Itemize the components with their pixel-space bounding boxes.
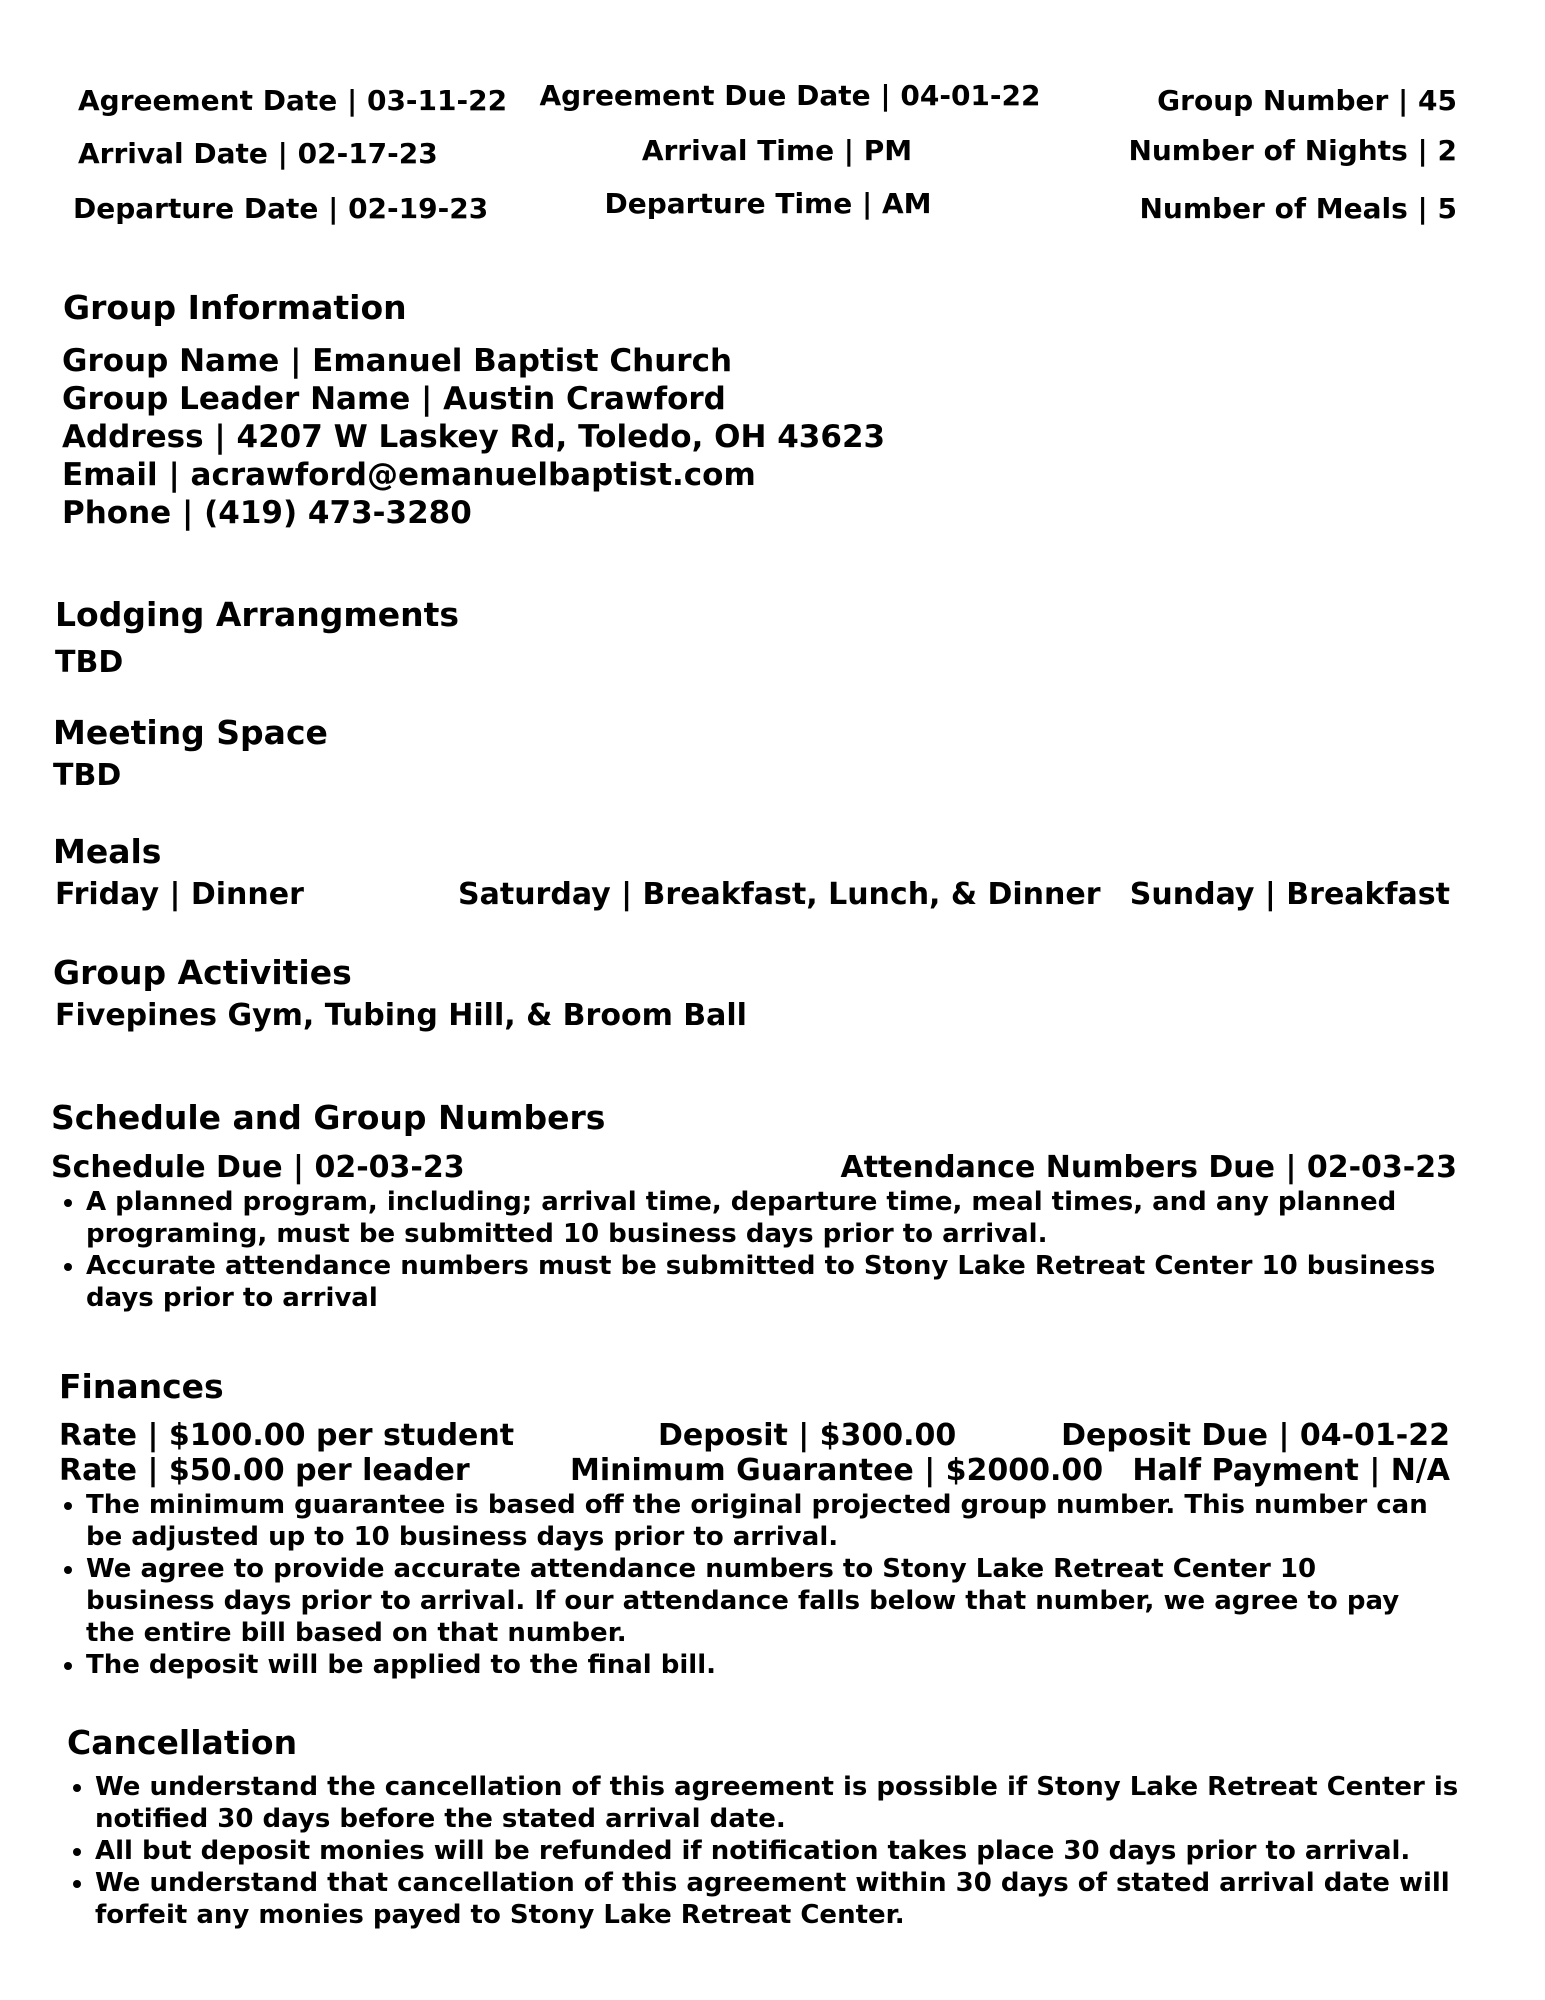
- activities-heading: Group Activities: [53, 953, 352, 992]
- list-item: • We agree to provide accurate attendance numbers to Stony Lake Retreat Center 10 business days prior to arrival. If our attendance falls below that number, we agree to pay the entire bill based on that number.: [86, 1553, 1446, 1649]
- number-of-meals: Number of Meals | 5: [1139, 192, 1457, 225]
- schedule-heading: Schedule and Group Numbers: [51, 1098, 606, 1137]
- arrival-date: Arrival Date | 02-17-23: [78, 137, 438, 170]
- deposit-due: Deposit Due | 04-01-22: [1061, 1418, 1450, 1453]
- meeting-space-heading: Meeting Space: [53, 713, 328, 752]
- meals-friday: Friday | Dinner: [55, 877, 304, 912]
- list-item: • We understand the cancellation of this agreement is possible if Stony Lake Retreat Center is notified 30 days before the stated arrival date.: [95, 1771, 1495, 1835]
- meals-saturday: Saturday | Breakfast, Lunch, & Dinner: [458, 877, 1101, 912]
- cancellation-bullets: [61, 1771, 1495, 1931]
- list-item: • We understand that cancellation of this agreement within 30 days of stated arrival date will forfeit any monies payed to Stony Lake Retreat Center.: [95, 1867, 1495, 1931]
- group-phone: Phone | (419) 473-3280: [62, 495, 472, 531]
- schedule-bullets: [52, 1186, 1491, 1314]
- departure-date: Departure Date | 02-19-23: [73, 192, 489, 225]
- departure-time: Departure Time | AM: [604, 187, 932, 220]
- group-leader-name: Group Leader Name | Austin Crawford: [62, 381, 726, 417]
- rate-per-leader: Rate | $50.00 per leader: [59, 1453, 470, 1488]
- minimum-guarantee: Minimum Guarantee | $2000.00: [570, 1453, 1104, 1488]
- half-payment: Half Payment | N/A: [1132, 1453, 1450, 1488]
- list-item: • Accurate attendance numbers must be submitted to Stony Lake Retreat Center 10 business days prior to arrival: [86, 1250, 1491, 1314]
- list-item: • A planned program, including; arrival time, departure time, meal times, and any planned programing, must be submitted 10 business days prior to arrival.: [86, 1186, 1491, 1250]
- group-number: Group Number | 45: [1157, 84, 1457, 117]
- meeting-space-value: TBD: [53, 758, 122, 793]
- agreement-due-date: Agreement Due Date | 04-01-22: [539, 79, 1041, 112]
- agreement-date: Agreement Date | 03-11-22: [78, 84, 508, 117]
- finances-bullets: [52, 1489, 1446, 1681]
- lodging-value: TBD: [55, 645, 124, 680]
- rate-per-student: Rate | $100.00 per student: [59, 1418, 515, 1453]
- meals-heading: Meals: [53, 832, 162, 871]
- group-name: Group Name | Emanuel Baptist Church: [62, 343, 733, 379]
- activities-value: Fivepines Gym, Tubing Hill, & Broom Ball: [55, 998, 747, 1033]
- lodging-heading: Lodging Arrangments: [55, 595, 460, 634]
- list-item: • The deposit will be applied to the final bill.: [86, 1649, 1446, 1681]
- number-of-nights: Number of Nights | 2: [1128, 134, 1457, 167]
- list-item: • The minimum guarantee is based off the original projected group number. This number can be adjusted up to 10 business days prior to arrival.: [86, 1489, 1446, 1553]
- meals-sunday: Sunday | Breakfast: [1129, 877, 1450, 912]
- group-information-heading: Group Information: [63, 288, 407, 327]
- group-address: Address | 4207 W Laskey Rd, Toledo, OH 43623: [62, 419, 886, 455]
- group-email: Email | acrawford@emanuelbaptist.com: [62, 457, 756, 493]
- list-item: • All but deposit monies will be refunded if notification takes place 30 days prior to arrival.: [95, 1835, 1495, 1867]
- arrival-time: Arrival Time | PM: [641, 134, 913, 167]
- group-information-lines: [62, 342, 885, 532]
- schedule-due: Schedule Due | 02-03-23: [51, 1150, 465, 1185]
- attendance-numbers-due: Attendance Numbers Due | 02-03-23: [840, 1150, 1457, 1185]
- finances-heading: Finances: [59, 1367, 224, 1406]
- cancellation-heading: Cancellation: [67, 1723, 298, 1762]
- deposit-amount: Deposit | $300.00: [658, 1418, 957, 1453]
